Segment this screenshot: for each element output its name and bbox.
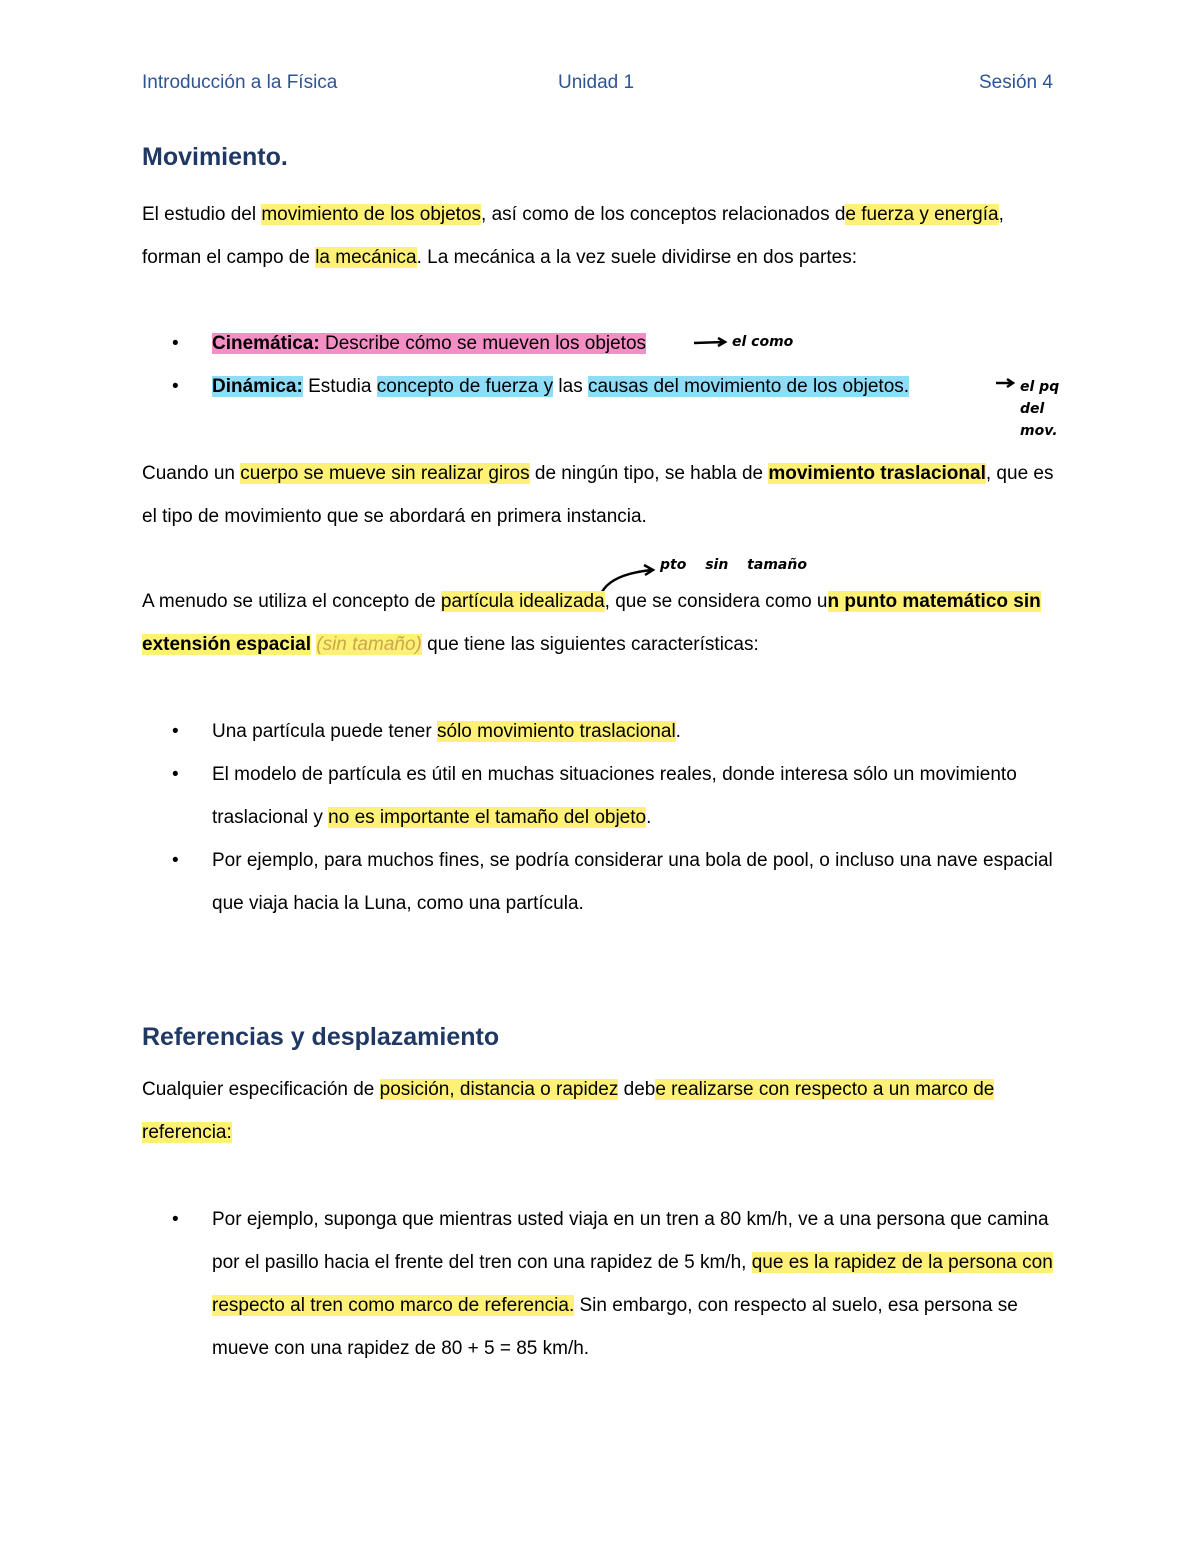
section-title-movimiento: Movimiento. xyxy=(142,143,288,171)
reference-examples-list xyxy=(172,1198,1062,1370)
handwritten-note-pq: el pq del mov. xyxy=(1020,379,1060,439)
bullet: • xyxy=(172,850,179,871)
highlight: concepto de fuerza y xyxy=(376,376,554,397)
text-run: Por ejemplo, para muchos fines, se podría considerar una bola de pool, o incluso una nave espacial que viaja hacia la Luna, como una partícula. xyxy=(212,850,1053,914)
handwritten-note-pto: pto sin tamaño xyxy=(660,557,807,573)
list-item xyxy=(172,839,1062,925)
highlight: no es importante el tamaño del objeto xyxy=(328,807,647,828)
handwritten-note-como: el como xyxy=(732,334,794,350)
mechanics-parts-list xyxy=(172,322,1062,408)
header-unit: Unidad 1 xyxy=(558,72,635,93)
list-item xyxy=(172,1198,1062,1370)
text-run: , que se considera como u xyxy=(604,591,828,612)
text-run: . xyxy=(646,807,652,828)
highlight-bold: movimiento traslacional xyxy=(768,463,986,484)
text-run: deb xyxy=(618,1079,656,1100)
text-run: Cualquier especificación de xyxy=(142,1079,380,1100)
highlight: que es la rapidez de la persona con respecto al tren como marco de referencia. xyxy=(212,1252,1053,1316)
text-run: A menudo se utiliza el concepto de xyxy=(142,591,441,612)
handwritten-arrow-icon xyxy=(694,336,730,348)
paragraph-particula xyxy=(142,580,1062,666)
highlight: sólo movimiento traslacional xyxy=(437,721,676,742)
list-item xyxy=(172,753,1062,839)
list-item-dinamica xyxy=(172,365,1062,408)
highlight: causas del movimiento de los objetos. xyxy=(588,376,910,397)
paragraph-intro xyxy=(142,193,1062,279)
paragraph-traslacional xyxy=(142,452,1062,538)
paragraph-referencia xyxy=(142,1068,1062,1154)
bullet: • xyxy=(172,1209,179,1230)
text-run: , así como de los conceptos relacionados d xyxy=(481,204,846,225)
bullet: • xyxy=(172,376,179,397)
highlight: la mecánica xyxy=(315,247,417,268)
bullet: • xyxy=(172,333,179,354)
text-run: . xyxy=(675,721,681,742)
text-run: El estudio del xyxy=(142,204,262,225)
highlight: cuerpo se mueve sin realizar giros xyxy=(240,463,530,484)
highlight: partícula idealizada xyxy=(440,591,605,612)
text-run: Una partícula puede tener xyxy=(212,721,437,742)
text-run: El modelo de partícula es útil en muchas situaciones reales, donde interesa sólo un movimiento traslacional y xyxy=(212,764,1017,828)
highlight: e realizarse con respecto a un marco de referencia: xyxy=(142,1079,995,1143)
text-run: Por ejemplo, suponga que mientras usted viaja en un tren a 80 km/h, ve a una persona que camina por el pasillo hacia el frente del tren con una rapidez de 5 km/h, xyxy=(212,1209,1049,1273)
highlight: e fuerza y energía xyxy=(845,204,999,225)
text-run: , forman el campo de xyxy=(142,204,1004,268)
header-session: Sesión 4 xyxy=(979,72,1053,93)
list-item xyxy=(172,710,1062,753)
highlight: posición, distancia o rapidez xyxy=(379,1079,619,1100)
text-run: de ningún tipo, se habla de xyxy=(529,463,769,484)
bullet: • xyxy=(172,721,179,742)
section-title-referencias: Referencias y desplazamiento xyxy=(142,1023,500,1051)
term-dinamica: Dinámica: xyxy=(212,376,303,397)
text-run: , que es el tipo de movimiento que se abordará en primera instancia. xyxy=(142,463,1054,527)
text-run: las xyxy=(553,376,588,397)
highlight: Describe cómo se mueven los objetos xyxy=(319,333,647,354)
text-run: Cuando un xyxy=(142,463,241,484)
term-cinematica: Cinemática: xyxy=(212,333,320,354)
text-run: . La mecánica a la vez suele dividirse en dos partes: xyxy=(416,247,857,268)
text-run: Estudia xyxy=(302,376,377,397)
list-item-cinematica xyxy=(172,322,1062,365)
note-sin-tamano: (sin tamaño) xyxy=(316,634,422,655)
text-run: que tiene las siguientes características: xyxy=(421,634,759,655)
highlight: movimiento de los objetos xyxy=(261,204,482,225)
highlight-bold: n punto matemático sin extensión espacial xyxy=(142,591,1041,655)
header-course: Introducción a la Física xyxy=(142,72,338,93)
text-run: Sin embargo, con respecto al suelo, esa persona se mueve con una rapidez de 80 + 5 = 85 km/h. xyxy=(212,1295,1018,1359)
bullet: • xyxy=(172,764,179,785)
particle-features-list xyxy=(172,710,1062,925)
